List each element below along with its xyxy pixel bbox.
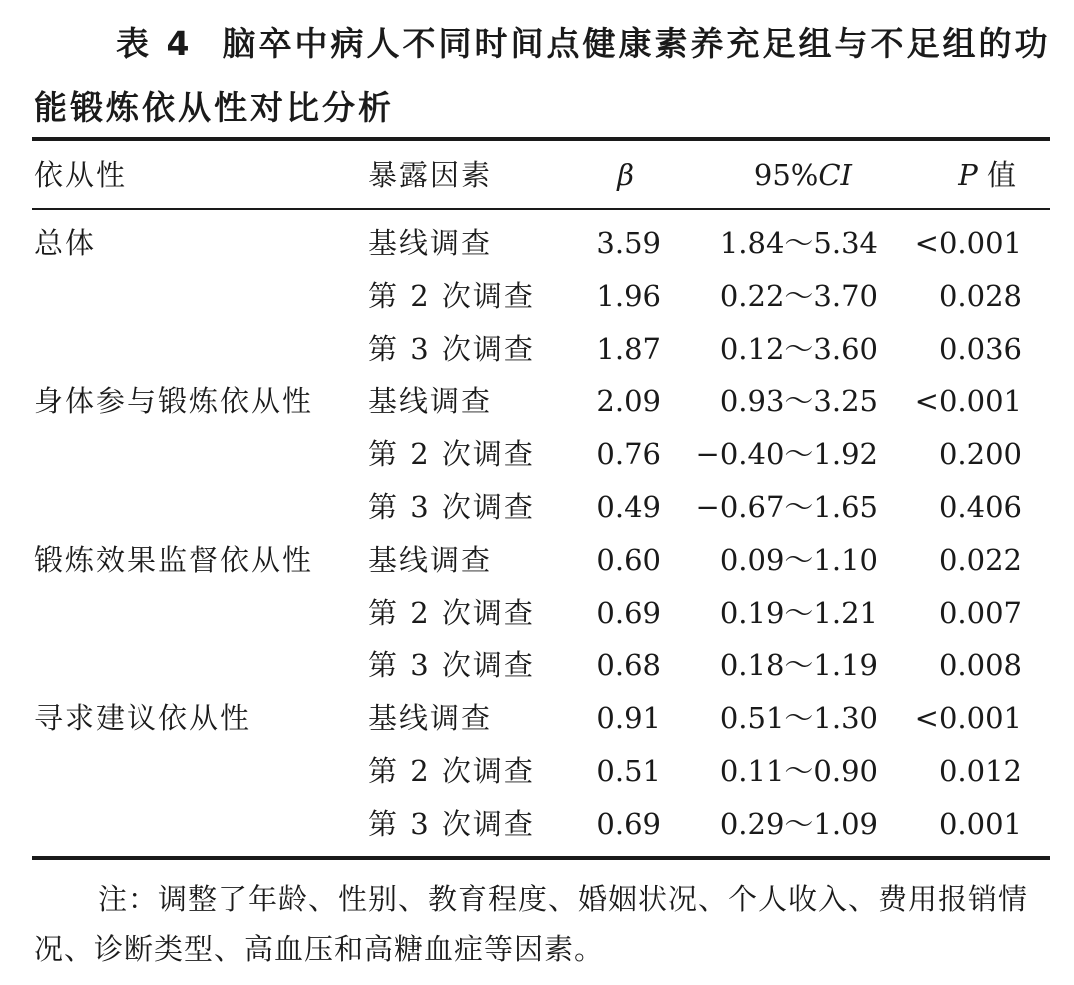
cell-ci: 0.29～1.09 (719, 807, 878, 841)
cell-exposure: 第 2 次调查 (368, 279, 535, 313)
cell-p-value: 0.001 (938, 807, 1022, 841)
cell-p-value: 0.028 (938, 279, 1022, 313)
cell-ci: 0.12～3.60 (719, 332, 878, 366)
table-number: 表 4 (116, 24, 193, 63)
table-bottom-rule (32, 856, 1050, 860)
cell-p-value: 0.200 (938, 437, 1022, 471)
cell-ci: 0.93～3.25 (719, 384, 878, 418)
cell-beta: 0.76 (596, 437, 661, 471)
cell-beta: 1.87 (596, 332, 661, 366)
cell-beta: 0.91 (596, 701, 661, 735)
table-header-rule (32, 208, 1050, 210)
cell-adherence: 锻炼效果监督依从性 (34, 543, 314, 577)
cell-beta: 2.09 (596, 384, 661, 418)
cell-ci: 0.11～0.90 (719, 754, 878, 788)
cell-p-value: <0.001 (914, 226, 1022, 260)
cell-p-value: 0.007 (938, 596, 1022, 630)
header-exposure: 暴露因素 (368, 158, 493, 192)
cell-ci: 1.84～5.34 (719, 226, 878, 260)
cell-exposure: 基线调查 (368, 384, 493, 418)
table-caption (34, 12, 1054, 140)
cell-adherence: 寻求建议依从性 (34, 701, 252, 735)
cell-p-value: 0.406 (938, 490, 1022, 524)
header-ci: 95%CI (753, 158, 852, 192)
cell-ci: 0.19～1.21 (719, 596, 878, 630)
cell-exposure: 基线调查 (368, 543, 493, 577)
table-title: 脑卒中病人不同时间点健康素养充足组与不足组的功能锻炼依从性对比分析 (34, 24, 1051, 127)
cell-exposure: 第 2 次调查 (368, 437, 535, 471)
cell-adherence: 身体参与锻炼依从性 (34, 384, 314, 418)
cell-beta: 0.69 (596, 807, 661, 841)
cell-p-value: 0.012 (938, 754, 1022, 788)
cell-exposure: 第 3 次调查 (368, 490, 535, 524)
cell-ci: −0.40～1.92 (695, 437, 878, 471)
cell-exposure: 第 3 次调查 (368, 648, 535, 682)
cell-beta: 3.59 (596, 226, 661, 260)
cell-beta: 0.51 (596, 754, 661, 788)
cell-exposure: 第 3 次调查 (368, 807, 535, 841)
cell-exposure: 基线调查 (368, 226, 493, 260)
table-note: 注：调整了年龄、性别、教育程度、婚姻状况、个人收入、费用报销情况、诊断类型、高血压和高糖血症等因素。 (34, 882, 1029, 966)
cell-p-value: 0.036 (938, 332, 1022, 366)
cell-p-value: 0.008 (938, 648, 1022, 682)
cell-exposure: 第 2 次调查 (368, 596, 535, 630)
cell-beta: 1.96 (596, 279, 661, 313)
cell-ci: 0.51～1.30 (719, 701, 878, 735)
cell-exposure: 第 3 次调查 (368, 332, 535, 366)
table-top-rule (32, 137, 1050, 141)
cell-beta: 0.69 (596, 596, 661, 630)
cell-p-value: 0.022 (938, 543, 1022, 577)
cell-ci: 0.22～3.70 (719, 279, 878, 313)
cell-beta: 0.49 (596, 490, 661, 524)
header-p-value: P 值 (958, 158, 1016, 192)
cell-ci: −0.67～1.65 (695, 490, 878, 524)
cell-beta: 0.60 (596, 543, 661, 577)
cell-adherence: 总体 (34, 226, 97, 260)
cell-exposure: 第 2 次调查 (368, 754, 535, 788)
cell-exposure: 基线调查 (368, 701, 493, 735)
cell-ci: 0.18～1.19 (719, 648, 878, 682)
cell-ci: 0.09～1.10 (719, 543, 878, 577)
cell-p-value: <0.001 (914, 384, 1022, 418)
header-beta: β (617, 158, 634, 192)
header-adherence: 依从性 (34, 158, 128, 192)
cell-p-value: <0.001 (914, 701, 1022, 735)
cell-beta: 0.68 (596, 648, 661, 682)
